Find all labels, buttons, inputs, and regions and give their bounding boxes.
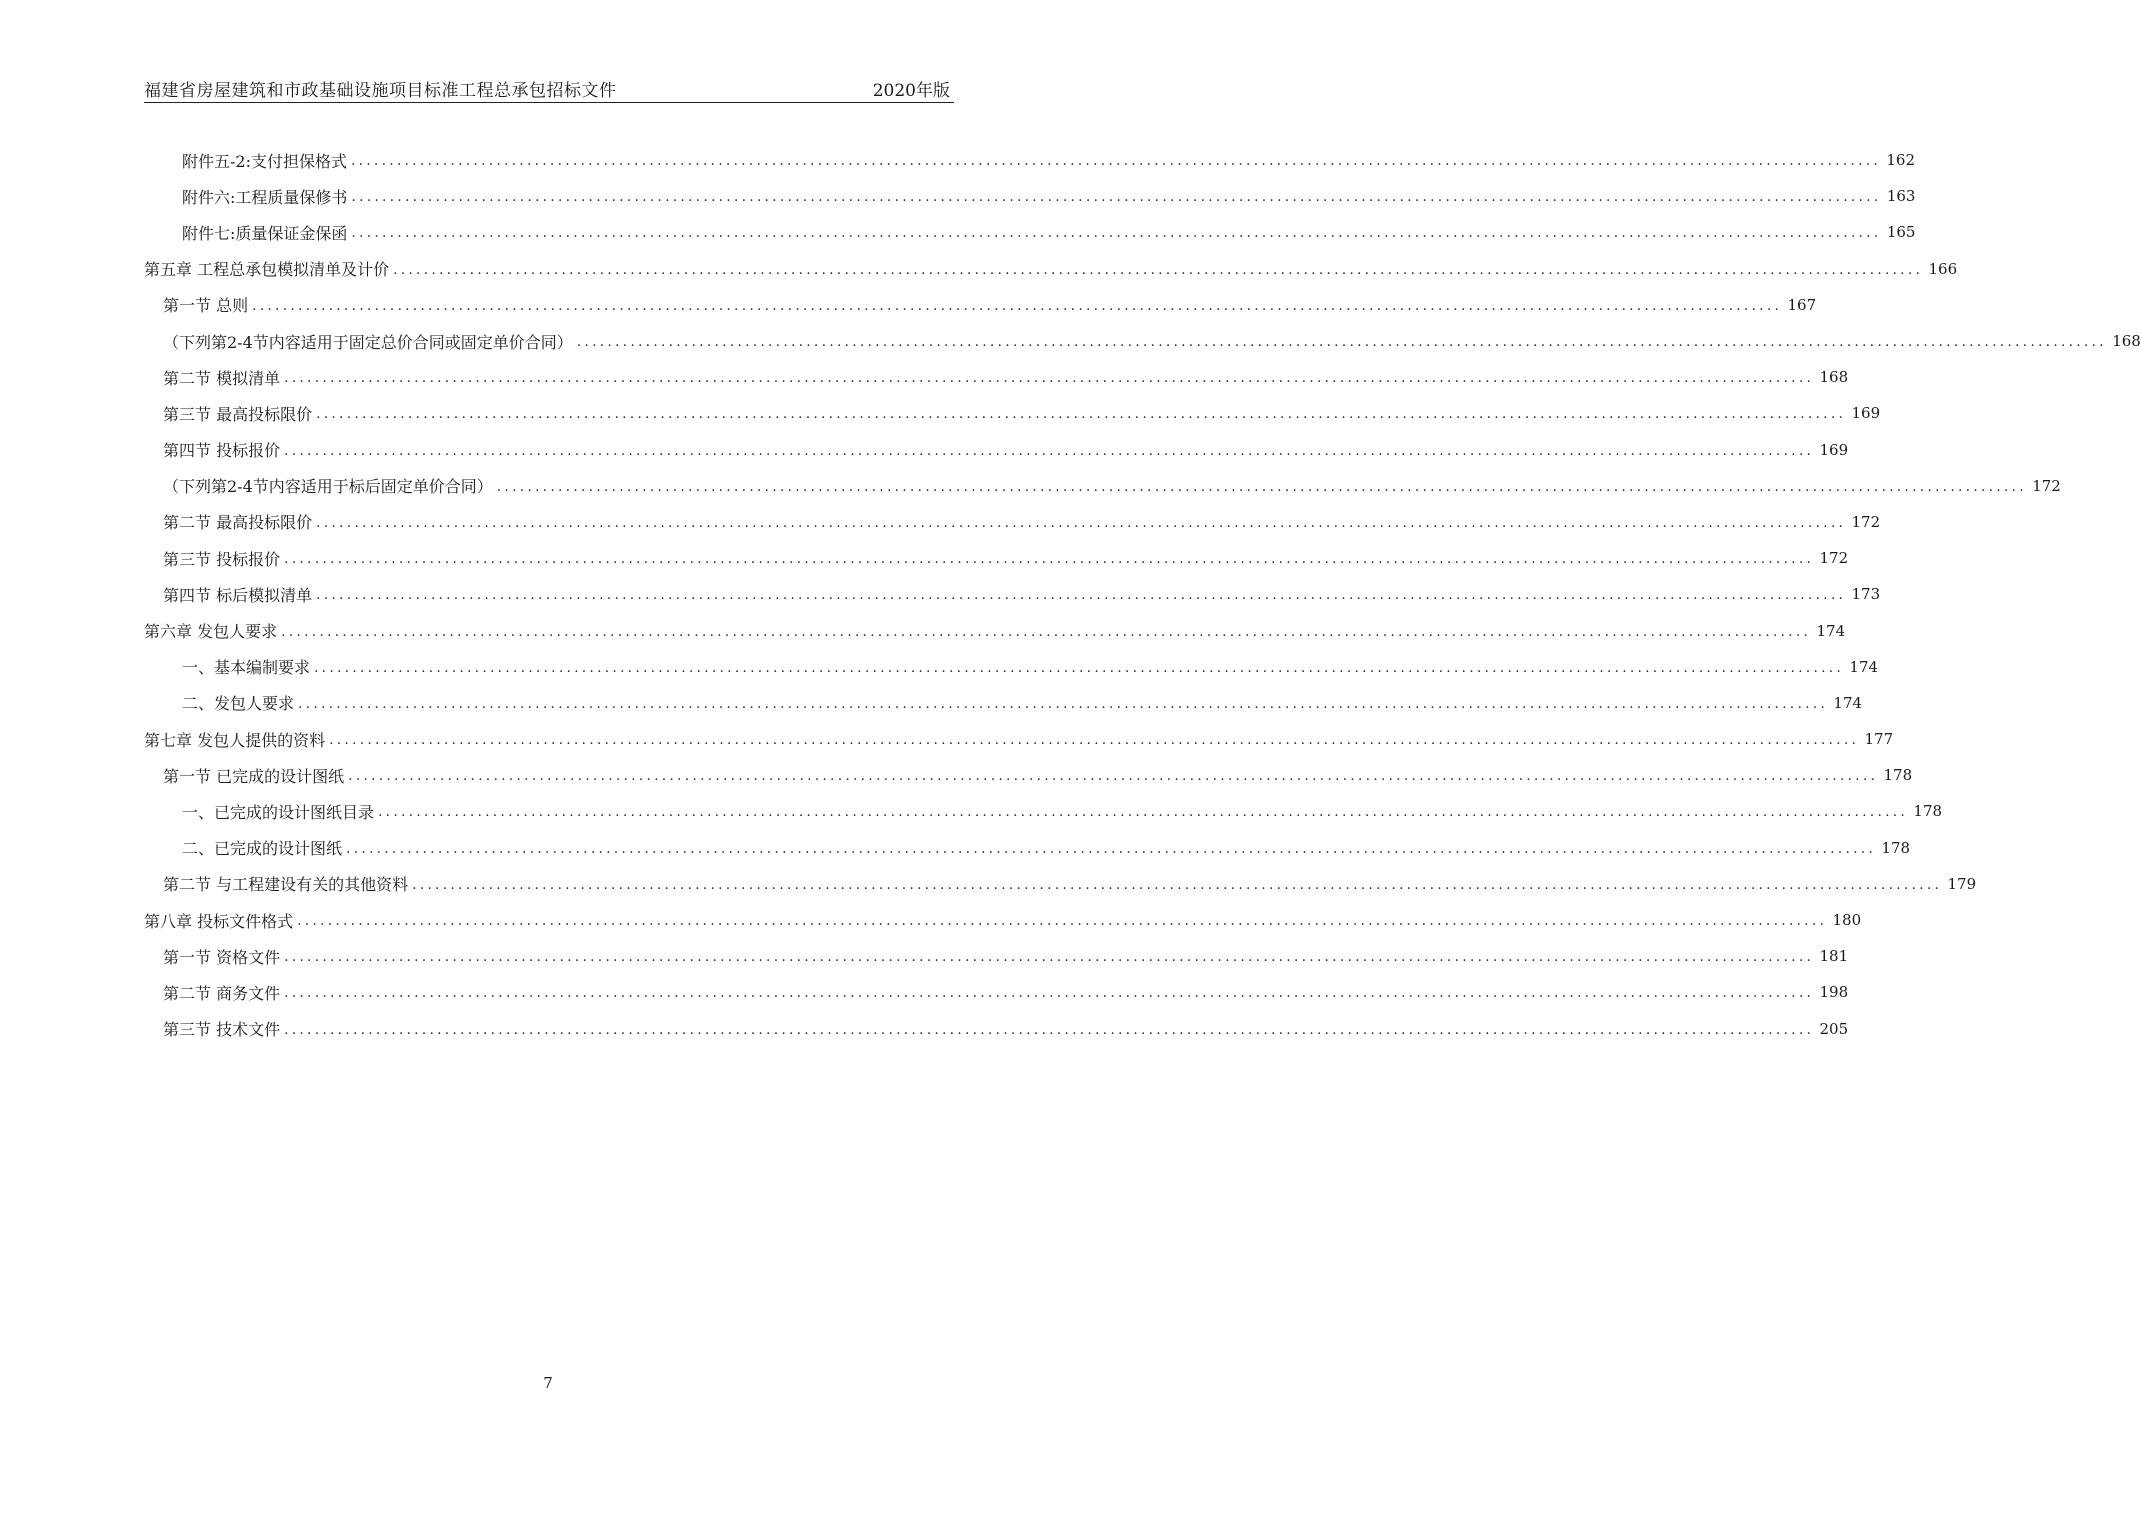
toc-entry-label: 第五章 工程总承包模拟清单及计价 (144, 260, 390, 280)
toc-entry[interactable] (144, 468, 2061, 504)
toc-entry-page: 205 (1819, 1019, 1849, 1038)
toc-leader-dots: ........................................................................................................................................................................................................ (350, 153, 1882, 170)
toc-entry[interactable] (144, 504, 1881, 540)
toc-leader-dots: ........................................................................................................................................................................................................ (346, 840, 1877, 857)
toc-entry[interactable] (144, 612, 1846, 648)
toc-leader-dots: ........................................................................................................................................................................................................ (284, 949, 1815, 966)
toc-entry-label: （下列第2-4节内容适用于标后固定单价合同） (163, 477, 493, 497)
toc-entry[interactable] (144, 649, 1879, 685)
toc-entry-label: 第四节 标后模拟清单 (163, 585, 313, 605)
toc-entry-page: 178 (1883, 766, 1913, 785)
toc-entry-label: 第三节 技术文件 (163, 1020, 281, 1040)
toc-leader-dots: ........................................................................................................................................................................................................ (348, 768, 1879, 785)
toc-leader-dots: ........................................................................................................................................................................................................ (314, 659, 1845, 676)
toc-entry-label: 第三节 投标报价 (163, 549, 281, 569)
page-number: 7 (543, 1374, 553, 1392)
toc-entry[interactable] (144, 938, 1849, 974)
toc-entry[interactable] (144, 793, 1943, 829)
toc-entry-page: 181 (1819, 947, 1849, 966)
toc-entry[interactable] (144, 323, 2141, 359)
toc-entry[interactable] (144, 214, 1916, 250)
toc-leader-dots: ........................................................................................................................................................................................................ (284, 985, 1815, 1002)
toc-entry-page: 166 (1928, 259, 1958, 278)
toc-leader-dots: ........................................................................................................................................................................................................ (316, 514, 1847, 531)
toc-entry-page: 162 (1886, 151, 1916, 170)
toc-leader-dots: ........................................................................................................................................................................................................ (378, 804, 1909, 821)
toc-entry-label: 附件七:质量保证金保函 (182, 223, 348, 243)
toc-entry[interactable] (144, 178, 1916, 214)
toc-entry-page: 178 (1913, 802, 1943, 821)
toc-leader-dots: ........................................................................................................................................................................................................ (412, 876, 1943, 893)
toc-entry-page: 165 (1886, 223, 1916, 242)
toc-entry[interactable] (144, 432, 1849, 468)
toc-leader-dots: ........................................................................................................................................................................................................ (316, 406, 1847, 423)
toc-leader-dots: ........................................................................................................................................................................................................ (284, 442, 1815, 459)
toc-entry-label: 第四节 投标报价 (163, 441, 281, 461)
toc-entry-page: 167 (1787, 295, 1817, 314)
toc-entry-label: 附件五-2:支付担保格式 (182, 151, 347, 171)
toc-entry[interactable] (144, 359, 1849, 395)
toc-leader-dots: ........................................................................................................................................................................................................ (351, 225, 1882, 242)
toc-entry-page: 180 (1832, 911, 1862, 930)
toc-entry[interactable] (144, 757, 1913, 793)
toc-entry[interactable] (144, 974, 1849, 1010)
toc-entry[interactable] (144, 142, 1916, 178)
table-of-contents (144, 142, 2141, 1047)
toc-leader-dots: ........................................................................................................................................................................................................ (316, 587, 1847, 604)
toc-leader-dots: ........................................................................................................................................................................................................ (329, 732, 1860, 749)
toc-entry-page: 169 (1819, 440, 1849, 459)
toc-entry-label: 一、基本编制要求 (182, 658, 311, 678)
page-header (144, 74, 954, 103)
toc-entry[interactable] (144, 576, 1881, 612)
document-edition: 2020年版 (872, 81, 950, 101)
toc-entry-page: 172 (2032, 476, 2061, 495)
toc-entry-page: 168 (1819, 368, 1849, 387)
toc-entry-page: 172 (1851, 512, 1881, 531)
toc-leader-dots: ........................................................................................................................................................................................................ (576, 334, 2107, 351)
toc-entry-page: 174 (1849, 657, 1879, 676)
toc-entry-page: 174 (1833, 693, 1863, 712)
toc-entry-page: 179 (1947, 874, 1977, 893)
toc-entry-label: 第三节 最高投标限价 (163, 404, 313, 424)
toc-entry-label: 二、发包人要求 (182, 694, 295, 714)
toc-entry-label: 第六章 发包人要求 (144, 622, 278, 642)
toc-leader-dots: ........................................................................................................................................................................................................ (496, 478, 2027, 495)
toc-entry[interactable] (144, 830, 1911, 866)
toc-entry-label: 一、已完成的设计图纸目录 (182, 802, 375, 822)
toc-entry[interactable] (144, 685, 1863, 721)
toc-entry[interactable] (144, 287, 1817, 323)
toc-entry-label: 第二节 商务文件 (163, 983, 281, 1003)
toc-entry-page: 168 (2112, 332, 2141, 351)
toc-entry[interactable] (144, 1011, 1849, 1047)
toc-leader-dots: ........................................................................................................................................................................................................ (393, 261, 1924, 278)
toc-entry-label: 第七章 发包人提供的资料 (144, 730, 326, 750)
toc-entry-page: 173 (1851, 585, 1881, 604)
toc-entry[interactable] (144, 902, 1862, 938)
toc-entry-label: 第一节 总则 (163, 296, 249, 316)
toc-leader-dots: ........................................................................................................................................................................................................ (298, 695, 1829, 712)
toc-entry-page: 198 (1819, 983, 1849, 1002)
toc-leader-dots: ........................................................................................................................................................................................................ (281, 623, 1812, 640)
toc-entry-page: 177 (1864, 730, 1894, 749)
toc-entry-page: 178 (1881, 838, 1911, 857)
toc-leader-dots: ........................................................................................................................................................................................................ (284, 551, 1815, 568)
toc-entry-label: 第二节 与工程建设有关的其他资料 (163, 875, 409, 895)
toc-entry-label: 二、已完成的设计图纸 (182, 839, 343, 859)
toc-entry-label: 第二节 最高投标限价 (163, 513, 313, 533)
toc-entry-page: 169 (1851, 404, 1881, 423)
toc-entry-page: 163 (1886, 187, 1916, 206)
toc-entry-label: 第一节 资格文件 (163, 947, 281, 967)
toc-entry[interactable] (144, 866, 1977, 902)
toc-entry-page: 172 (1819, 549, 1849, 568)
toc-leader-dots: ........................................................................................................................................................................................................ (284, 1021, 1815, 1038)
toc-entry[interactable] (144, 540, 1849, 576)
toc-leader-dots: ........................................................................................................................................................................................................ (351, 189, 1882, 206)
toc-entry-label: 第一节 已完成的设计图纸 (163, 766, 345, 786)
toc-entry-label: 附件六:工程质量保修书 (182, 187, 348, 207)
toc-entry[interactable] (144, 395, 1881, 431)
toc-entry[interactable] (144, 721, 1894, 757)
document-title: 福建省房屋建筑和市政基础设施项目标准工程总承包招标文件 (144, 81, 617, 101)
toc-leader-dots: ........................................................................................................................................................................................................ (284, 370, 1815, 387)
toc-leader-dots: ........................................................................................................................................................................................................ (252, 297, 1783, 314)
toc-entry-label: 第八章 投标文件格式 (144, 911, 294, 931)
toc-entry-page: 174 (1816, 621, 1846, 640)
toc-entry[interactable] (144, 251, 1958, 287)
toc-entry-label: （下列第2-4节内容适用于固定总价合同或固定单价合同） (163, 332, 573, 352)
toc-entry-label: 第二节 模拟清单 (163, 368, 281, 388)
toc-leader-dots: ........................................................................................................................................................................................................ (297, 913, 1828, 930)
